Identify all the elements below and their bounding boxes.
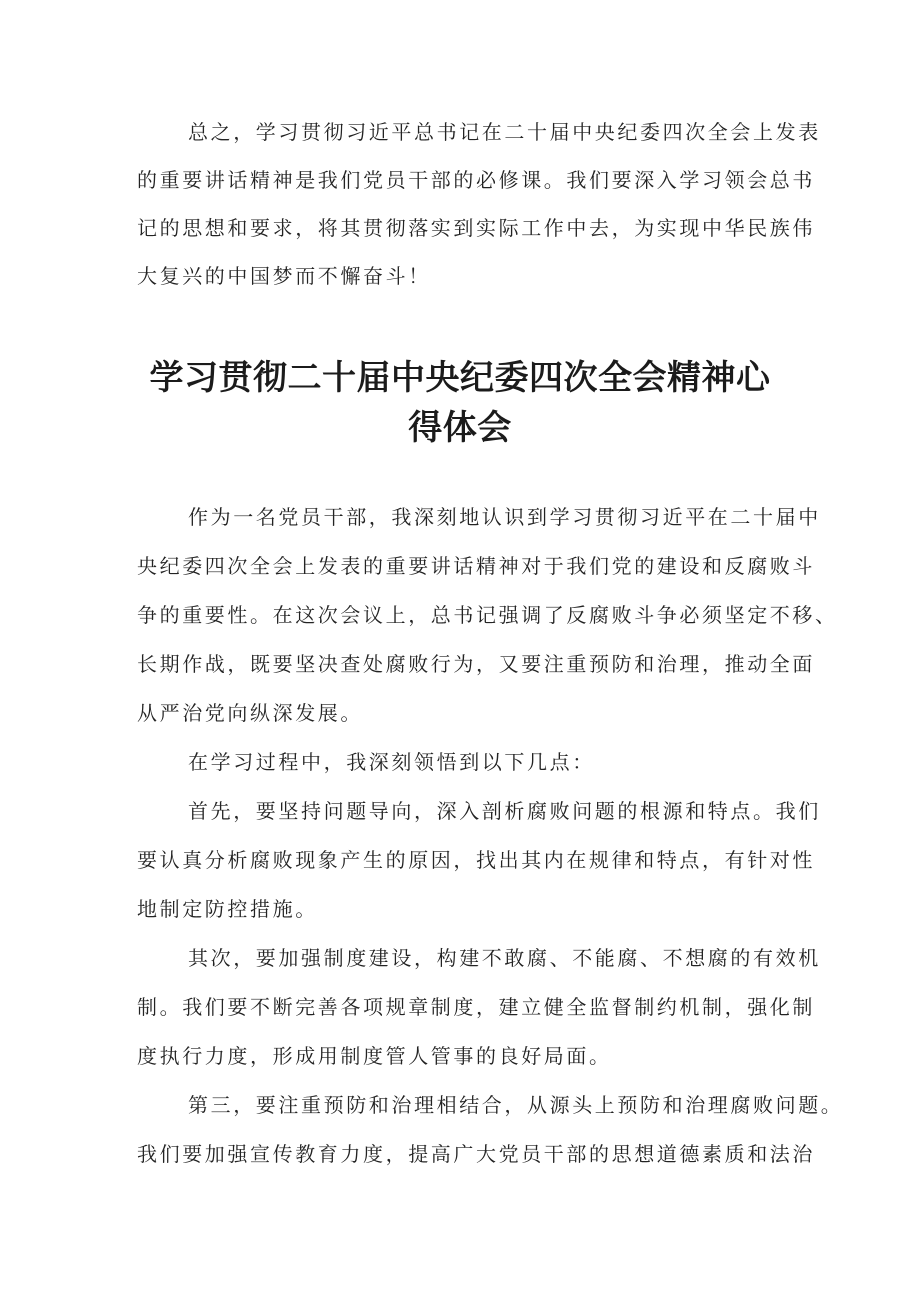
text-line: 第三，要注重预防和治理相结合，从源头上预防和治理腐败问题。 xyxy=(188,1093,844,1117)
text-line: 首先，要坚持问题导向，深入剖析腐败问题的根源和特点。我们 xyxy=(188,799,821,823)
text-line: 央纪委四次全会上发表的重要讲话精神对于我们党的建设和反腐败斗 xyxy=(137,554,815,578)
text-line: 其次，要加强制度建设，构建不敢腐、不能腐、不想腐的有效机 xyxy=(188,946,821,970)
text-line: 制。我们要不断完善各项规章制度，建立健全监督制约机制，强化制 xyxy=(137,995,815,1019)
text-line: 争的重要性。在这次会议上，总书记强调了反腐败斗争必须坚定不移、 xyxy=(137,603,838,627)
text-line: 总之，学习贯彻习近平总书记在二十届中央纪委四次全会上发表 xyxy=(188,120,821,144)
text-line: 的重要讲话精神是我们党员干部的必修课。我们要深入学习领会总书 xyxy=(137,168,815,192)
text-line: 记的思想和要求，将其贯彻落实到实际工作中去，为实现中华民族伟 xyxy=(137,216,815,240)
text-line: 我们要加强宣传教育力度，提高广大党员干部的思想道德素质和法治 xyxy=(137,1142,815,1166)
text-line: 度执行力度，形成用制度管人管事的良好局面。 xyxy=(137,1044,612,1068)
text-line: 地制定防控措施。 xyxy=(137,897,318,921)
text-line: 要认真分析腐败现象产生的原因，找出其内在规律和特点，有针对性 xyxy=(137,848,815,872)
text-line: 大复兴的中国梦而不懈奋斗！ xyxy=(137,264,431,288)
title-line: 得体会 xyxy=(408,408,512,448)
text-line: 作为一名党员干部，我深刻地认识到学习贯彻习近平在二十届中 xyxy=(188,505,821,529)
text-line: 在学习过程中，我深刻领悟到以下几点： xyxy=(188,750,595,774)
title-line: 学习贯彻二十届中央纪委四次全会精神心 xyxy=(149,358,771,398)
text-line: 长期作战，既要坚决查处腐败行为，又要注重预防和治理，推动全面 xyxy=(137,652,815,676)
text-line: 从严治党向纵深发展。 xyxy=(137,701,363,725)
